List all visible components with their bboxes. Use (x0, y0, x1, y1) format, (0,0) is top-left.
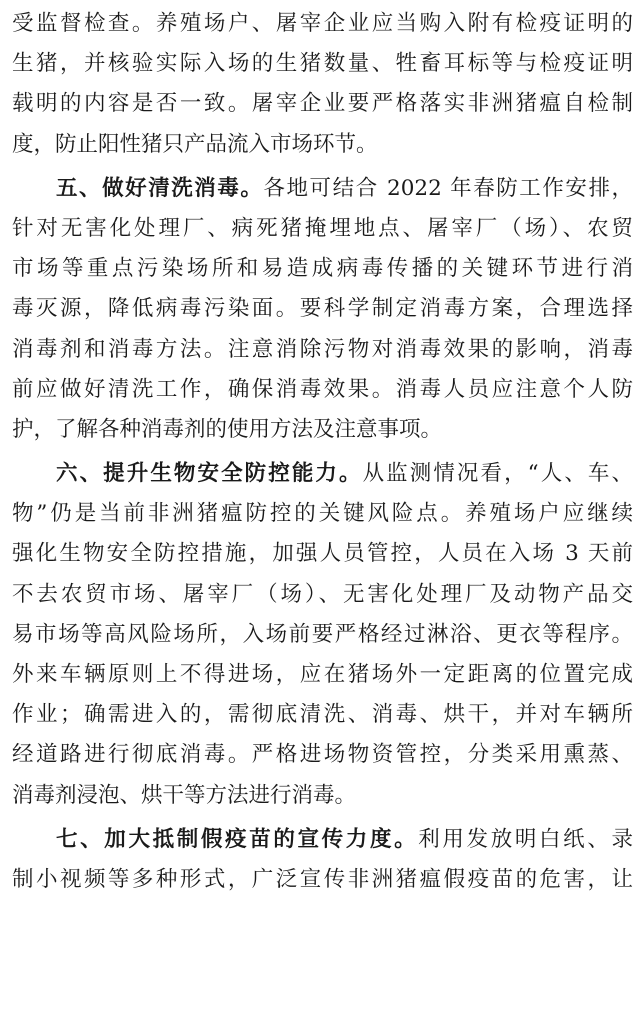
text-line: 针对无害化处理厂、病死猪掩埋地点、屠宰厂（场）、农贸 (12, 215, 633, 241)
section-cleaning-disinfection (12, 169, 633, 450)
text-line: 受监督检查。养殖场户、屠宰企业应当购入附有检疫证明的 (12, 11, 633, 36)
text-line: 强化生物安全防控措施，加强人员管控，人员在入场 3 天前 (12, 541, 633, 567)
section-heading: 七、加大抵制假疫苗的宣传力度。 (56, 826, 419, 852)
section-heading: 五、做好清洗消毒。 (56, 175, 264, 201)
text-line: 前应做好清洗工作，确保消毒效果。消毒人员应注意个人防 (12, 376, 633, 402)
section-first-line (12, 169, 633, 209)
text-line: 消毒剂浸泡、烘干等方法进行消毒。 (12, 782, 357, 808)
text-line: 毒灭源，降低病毒污染面。要科学制定消毒方案，合理选择 (12, 296, 633, 322)
text-line: 经道路进行彻底消毒。严格进场物资管控，分类采用熏蒸、 (12, 742, 633, 768)
section-fake-vaccine-awareness (12, 820, 633, 900)
text-line: 市场等重点污染场所和易造成病毒传播的关键环节进行消 (12, 256, 633, 282)
section-first-line-text: 各地可结合 2022 年春防工作安排， (263, 175, 633, 201)
section-first-line (12, 820, 633, 860)
text-line: 度，防止阳性猪只产品流入市场环节。 (12, 131, 378, 157)
text-line: 物”仍是当前非洲猪瘟防控的关键风险点。养殖场户应继续 (12, 501, 633, 527)
section-biosecurity (12, 454, 633, 816)
text-line: 护，了解各种消毒剂的使用方法及注意事项。 (12, 416, 443, 442)
paragraph-continuation (12, 4, 633, 165)
text-line: 易市场等高风险场所，入场前要严格经过淋浴、更衣等程序。 (12, 621, 633, 647)
section-first-line (12, 454, 633, 494)
text-line: 消毒剂和消毒方法。注意消除污物对消毒效果的影响，消毒 (12, 336, 633, 362)
section-first-line-text: 利用发放明白纸、录 (418, 826, 633, 852)
section-heading: 六、提升生物安全防控能力。 (56, 461, 363, 487)
text-line: 作业；确需进入的，需彻底清洗、消毒、烘干，并对车辆所 (12, 702, 633, 728)
text-line: 生猪，并核验实际入场的生猪数量、牲畜耳标等与检疫证明 (12, 51, 633, 77)
text-line: 外来车辆原则上不得进场，应在猪场外一定距离的位置完成 (12, 662, 633, 687)
section-first-line-text: 从监测情况看，“人、车、 (362, 461, 633, 487)
text-line: 载明的内容是否一致。屠宰企业要严格落实非洲猪瘟自检制 (12, 91, 633, 117)
text-line: 制小视频等多种形式，广泛宣传非洲猪瘟假疫苗的危害，让 (12, 866, 633, 892)
text-line: 不去农贸市场、屠宰厂（场）、无害化处理厂及动物产品交 (12, 581, 633, 607)
